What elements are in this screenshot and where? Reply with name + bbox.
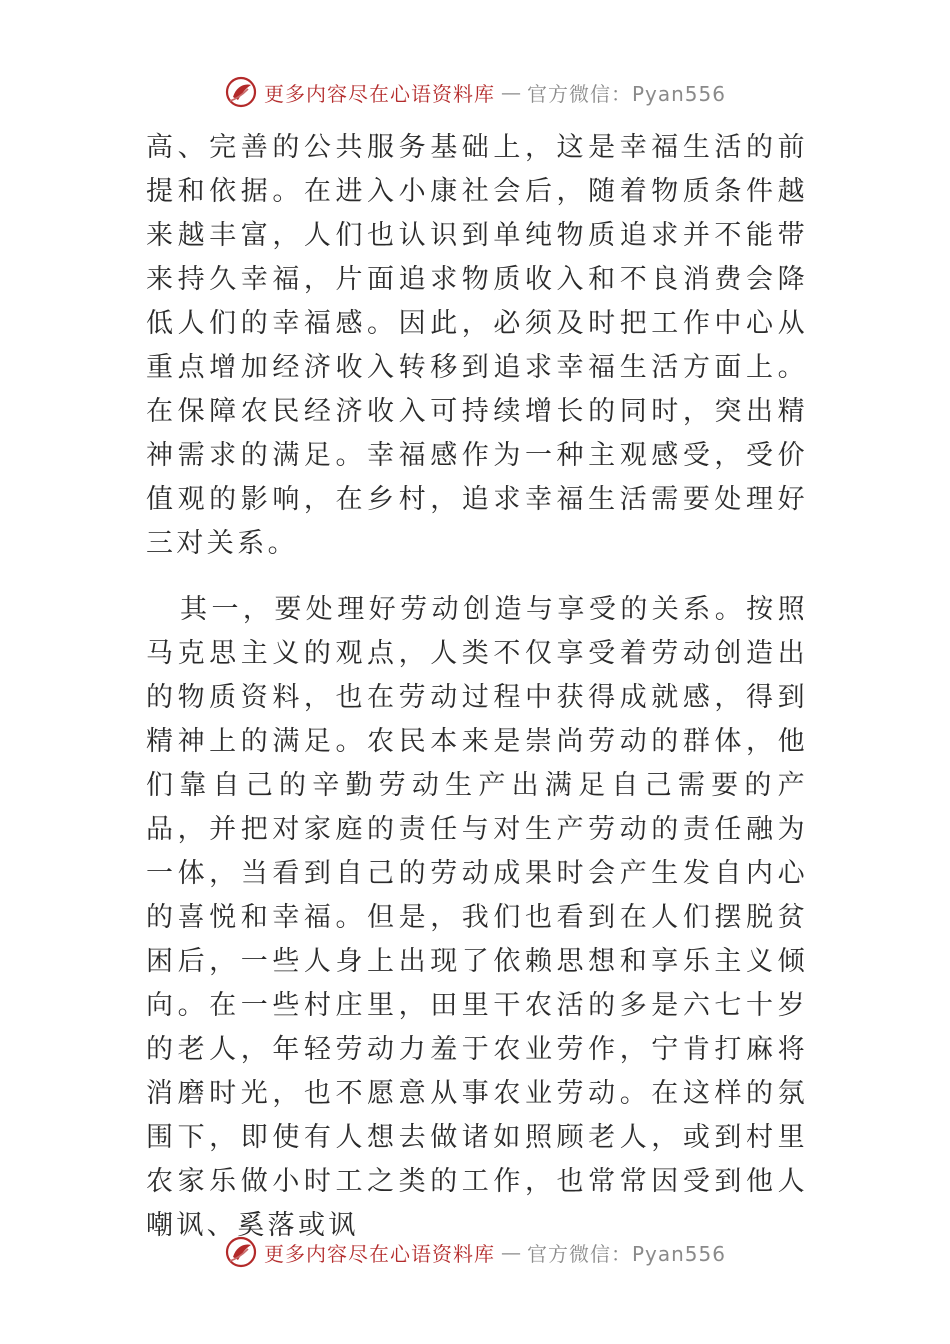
header-library-text: 更多内容尽在心语资料库 (263, 81, 495, 106)
footer-dash: — (500, 1240, 521, 1264)
header-dash: — (500, 80, 521, 104)
logo-icon (224, 1235, 258, 1269)
paragraph-2: 其一，要处理好劳动创造与享受的关系。按照马克思主义的观点，人类不仅享受着劳动创造出的物质资料，也在劳动过程中获得成就感，得到精神上的满足。农民本来是崇尚劳动的群体，他们靠自己的辛勤劳动生产出满足自己需要的产品，并把对家庭的责任与对生产劳动的责任融为一体，当看到自己的劳动成果时会产生发自内心的喜悦和幸福。但是，我们也看到在人们摆脱贫困后，一些人身上出现了依赖思想和享乐主义倾向。在一些村庄里，田里干农活的多是六七十岁的老人，年轻劳动力羞于农业劳作，宁肯打麻将消磨时光，也不愿意从事农业劳动。在这样的氛围下，即使有人想去做诸如照顾老人，或到村里农家乐做小时工之类的工作，也常常因受到他人嘲讽、奚落或讽 (146, 594, 808, 1241)
logo-icon (224, 75, 258, 109)
document-body (146, 126, 808, 1248)
header-wechat-text: 官方微信：Pyan556 (526, 81, 726, 106)
paragraph-1: 高、完善的公共服务基础上，这是幸福生活的前提和依据。在进入小康社会后，随着物质条件越来越丰富，人们也认识到单纯物质追求并不能带来持久幸福，片面追求物质收入和不良消费会降低人们的幸福感。因此，必须及时把工作中心从重点增加经济收入转移到追求幸福生活方面上。在保障农民经济收入可持续增长的同时，突出精神需求的满足。幸福感作为一种主观感受，受价值观的影响，在乡村，追求幸福生活需要处理好三对关系。 (146, 132, 808, 559)
footer-wechat-text: 官方微信：Pyan556 (526, 1241, 726, 1266)
footer-banner (0, 1232, 950, 1272)
footer-library-text: 更多内容尽在心语资料库 (263, 1241, 495, 1266)
header-banner (0, 72, 950, 112)
